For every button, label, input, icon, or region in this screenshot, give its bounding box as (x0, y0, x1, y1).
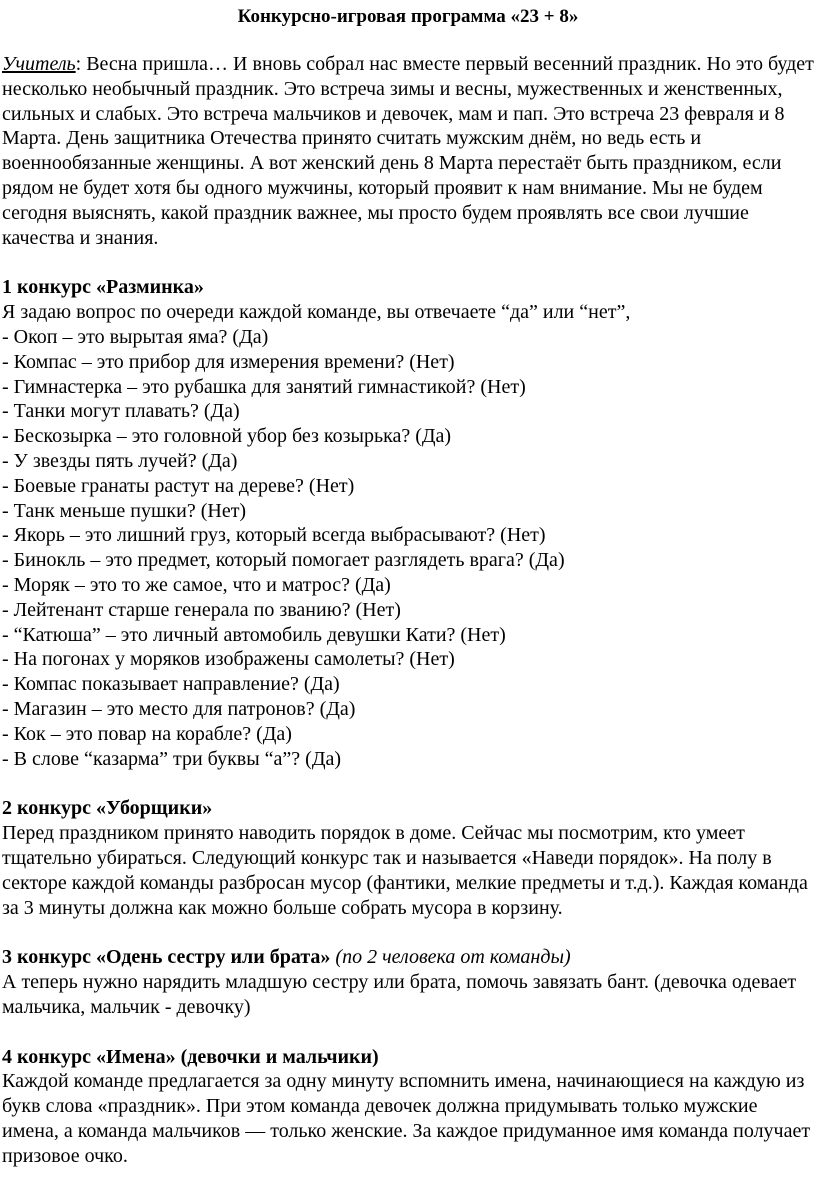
question-item: - Лейтенант старше генерала по званию? (Нет) (2, 598, 401, 621)
intro-paragraph (2, 52, 816, 250)
question-item: - Танки могут плавать? (Да) (2, 400, 240, 423)
document-body (2, 52, 816, 1169)
question-item: - Якорь – это лишний груз, который всегда выбрасывают? (Нет) (2, 524, 546, 547)
contest4-heading: 4 конкурс «Имена» (девочки и мальчики) (2, 1045, 379, 1068)
question-item: - Окоп – это вырытая яма? (Да) (2, 325, 269, 348)
question-item: - Кок – это повар на корабле? (Да) (2, 722, 292, 745)
contest3-text: А теперь нужно нарядить младшую сестру или брата, помочь завязать бант. (девочка одевает мальчика, мальчик - девочку) (2, 971, 797, 1018)
question-item: - Бескозырка – это головной убор без козырька? (Да) (2, 425, 452, 448)
question-item: - Гимнастерка – это рубашка для занятий гимнастикой? (Нет) (2, 375, 526, 398)
contest1-lead: Я задаю вопрос по очереди каждой команде, вы отвечаете “да” или “нет”, (2, 301, 631, 324)
spacer (2, 250, 816, 275)
contest3-heading: 3 конкурс «Одень сестру или брата» (2, 946, 331, 969)
question-item: - У звезды пять лучей? (Да) (2, 449, 238, 472)
question-item: - Магазин – это место для патронов? (Да) (2, 697, 356, 720)
contest1-question-list (2, 325, 816, 771)
question-item: - Моряк – это то же самое, что и матрос? (Да) (2, 573, 391, 596)
contest1-heading: 1 конкурс «Разминка» (2, 276, 204, 299)
page-title: Конкурсно-игровая программа «23 + 8» (237, 6, 579, 27)
question-item: - Боевые гранаты растут на дереве? (Нет) (2, 474, 355, 497)
spacer (2, 771, 816, 796)
spacer (2, 1020, 816, 1045)
contest4-text: Каждой команде предлагается за одну минуту вспомнить имена, начинающиеся на каждую из букв слова «праздник». При этом команда девочек должна придумывать только мужские имена, а команда мальчиков — только женские. За каждое придуманное имя команда получает призовое очко. (2, 1070, 811, 1167)
question-item: - “Катюша” – это личный автомобиль девушки Кати? (Нет) (2, 623, 506, 646)
contest2-text: Перед праздником принято наводить порядок в доме. Сейчас мы посмотрим, кто умеет тщательно убираться. Следующий конкурс так и называется «Наведи порядок». На полу в секторе каждой команды разбросан мусор (фантики, мелкие предметы и т.д.). Каждая команда за 3 минуты должна как можно больше собрать мусора в корзину. (2, 822, 808, 919)
question-item: - Компас – это прибор для измерения времени? (Нет) (2, 350, 455, 373)
contest2-heading: 2 конкурс «Уборщики» (2, 797, 213, 820)
contest3-note: (по 2 человека от команды) (330, 946, 571, 969)
question-item: - Бинокль – это предмет, который помогает разглядеть врага? (Да) (2, 549, 565, 572)
speaker-colon: : (75, 53, 82, 75)
contest3-heading-line (2, 945, 816, 970)
question-item: - Танк меньше пушки? (Нет) (2, 499, 247, 522)
question-item: - Компас показывает направление? (Да) (2, 673, 340, 696)
speaker-label: Учитель (2, 53, 76, 75)
question-item: - На погонах у моряков изображены самолеты? (Нет) (2, 648, 455, 671)
question-item: - В слове “казарма” три буквы “а”? (Да) (2, 747, 342, 770)
intro-text: Весна пришла… И вновь собрал нас вместе первый весенний праздник. Но это будет несколько необычный праздник. Это встреча зимы и весны, мужественных и женственных, сильных и слабых. Это встреча мальчиков и девочек, мам и пап. Это встреча 23 февраля и 8 Марта. День защитника Отечества принято считать мужским днём, но ведь есть и военнообязанные женщины. А вот женский день 8 Марта перестаёт быть праздником, если рядом не будет хотя бы одного мужчины, который проявит к нам внимание. Мы не будем сегодня выяснять, какой праздник важнее, мы просто будем проявлять все свои лучшие качества и знания. (2, 53, 814, 249)
spacer (2, 920, 816, 945)
